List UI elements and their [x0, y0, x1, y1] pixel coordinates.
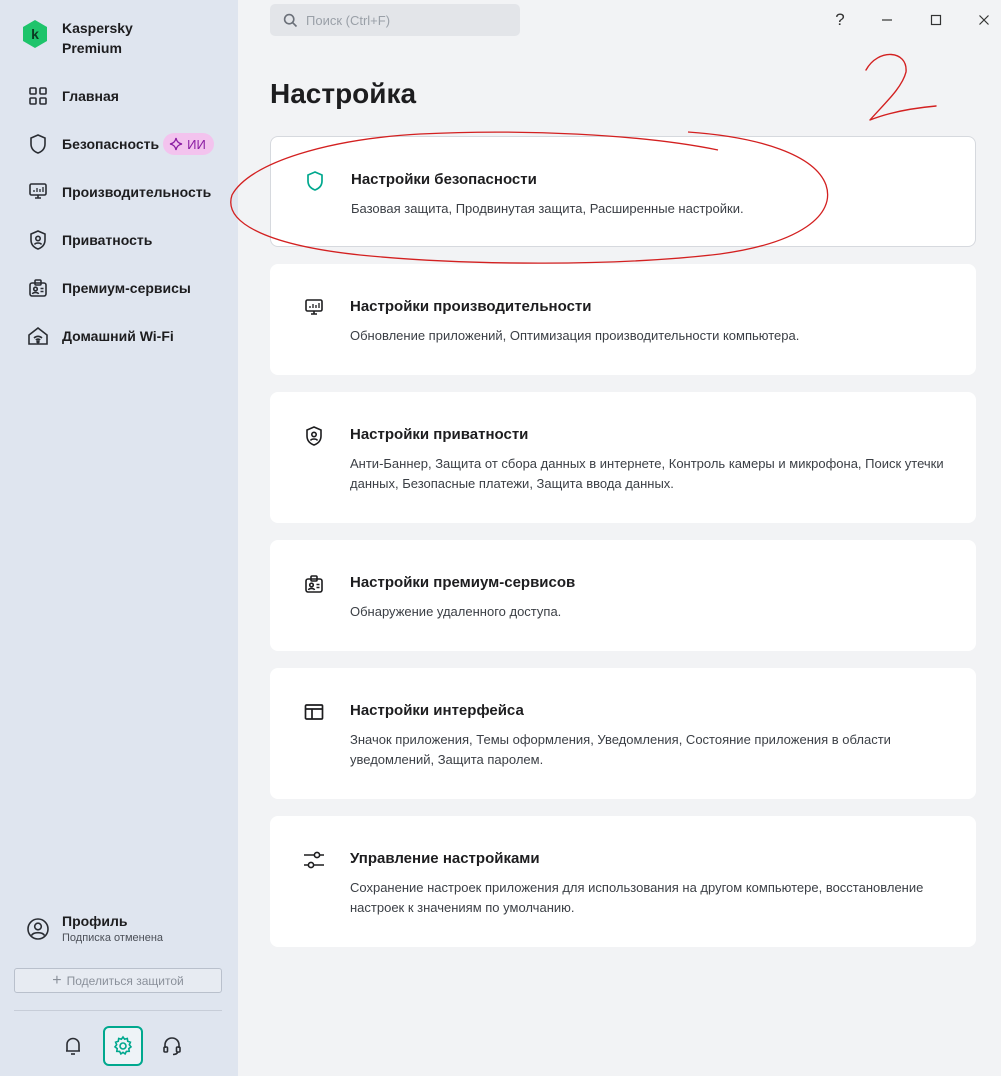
card-title: Настройки безопасности	[351, 171, 537, 188]
help-label: ?	[835, 10, 845, 29]
user-icon	[26, 917, 50, 941]
home-wifi-icon	[27, 325, 49, 347]
monitor-icon	[27, 181, 49, 203]
minimize-icon	[881, 14, 893, 26]
shield-icon	[27, 133, 49, 155]
support-button[interactable]	[152, 1026, 192, 1066]
sidebar	[0, 0, 238, 1076]
app-logo	[22, 18, 182, 58]
sparkle-icon	[169, 137, 183, 151]
sidebar-item-premium-services[interactable]	[0, 264, 238, 312]
card-description: Анти-Баннер, Защита от сбора данных в интернете, Контроль камеры и микрофона, Поиск утечки данных, Безопасные платежи, Защита ввода данных.	[350, 456, 944, 491]
sidebar-item-label: Премиум-сервисы	[62, 280, 191, 296]
settings-button[interactable]	[103, 1026, 143, 1066]
card-title: Настройки производительности	[350, 298, 592, 315]
svg-text:k: k	[31, 26, 39, 42]
sidebar-item-label: Безопасность	[62, 136, 160, 152]
interface-settings-card[interactable]	[270, 668, 976, 799]
maximize-button[interactable]	[921, 6, 951, 34]
card-description: Сохранение настроек приложения для использования на другом компьютере, восстановление настроек к значениям по умолчанию.	[350, 880, 924, 915]
profile[interactable]	[26, 912, 163, 946]
performance-settings-card[interactable]	[270, 264, 976, 375]
app-name: Kaspersky Premium	[62, 20, 133, 56]
card-title: Настройки приватности	[350, 426, 529, 443]
badge-icon	[302, 572, 326, 596]
search-input[interactable]	[306, 13, 506, 28]
bell-icon	[63, 1035, 83, 1057]
notifications-button[interactable]	[53, 1026, 93, 1066]
profile-name: Профиль	[62, 913, 128, 929]
sidebar-item-label: Производительность	[62, 184, 212, 200]
shield-icon	[303, 169, 327, 193]
sidebar-item-label: Домашний Wi-Fi	[62, 328, 174, 344]
plus-icon: +	[52, 971, 62, 989]
badge-icon	[27, 277, 49, 299]
headset-icon	[161, 1035, 183, 1057]
kaspersky-logo-icon	[22, 19, 48, 49]
sliders-icon	[302, 848, 326, 872]
close-button[interactable]	[969, 6, 999, 34]
handwritten-number-2	[866, 54, 936, 120]
card-description: Базовая защита, Продвинутая защита, Расширенные настройки.	[351, 201, 744, 216]
grid-icon	[27, 85, 49, 107]
sidebar-item-home[interactable]	[0, 72, 238, 120]
card-description: Значок приложения, Темы оформления, Уведомления, Состояние приложения в области уведомлений, Защита паролем.	[350, 732, 891, 767]
gear-icon	[112, 1035, 134, 1057]
monitor-icon	[302, 296, 326, 320]
privacy-shield-icon	[302, 424, 326, 448]
security-settings-card[interactable]	[270, 136, 976, 247]
close-icon	[978, 14, 990, 26]
sidebar-nav	[0, 72, 238, 360]
sidebar-item-security[interactable]	[0, 120, 238, 168]
ai-badge	[163, 133, 214, 155]
minimize-button[interactable]	[872, 6, 902, 34]
sidebar-item-performance[interactable]	[0, 168, 238, 216]
premium-services-settings-card[interactable]	[270, 540, 976, 651]
sidebar-item-label: Главная	[62, 88, 119, 104]
search-icon	[283, 13, 298, 28]
settings-management-card[interactable]	[270, 816, 976, 947]
search-box[interactable]	[270, 4, 520, 36]
card-description: Обнаружение удаленного доступа.	[350, 604, 562, 619]
sidebar-item-privacy[interactable]	[0, 216, 238, 264]
layout-icon	[302, 700, 326, 724]
maximize-icon	[930, 14, 942, 26]
sidebar-item-label: Приватность	[62, 232, 153, 248]
share-protection-button[interactable]	[14, 968, 222, 993]
subscription-status: Подписка отменена	[62, 932, 164, 944]
share-protection-label: Поделиться защитой	[66, 973, 184, 988]
page-title: Настройка	[270, 78, 417, 109]
card-title: Настройки премиум-сервисов	[350, 574, 576, 591]
sidebar-item-home-wifi[interactable]	[0, 312, 238, 360]
privacy-shield-icon	[27, 229, 49, 251]
sidebar-divider	[14, 1010, 222, 1011]
sidebar-bottom-bar	[0, 1026, 238, 1066]
card-description: Обновление приложений, Оптимизация производительности компьютера.	[350, 328, 800, 343]
card-title: Настройки интерфейса	[350, 702, 524, 719]
privacy-settings-card[interactable]	[270, 392, 976, 523]
ai-badge-label: ИИ	[187, 136, 206, 152]
help-button[interactable]	[825, 6, 855, 34]
card-title: Управление настройками	[350, 850, 540, 867]
